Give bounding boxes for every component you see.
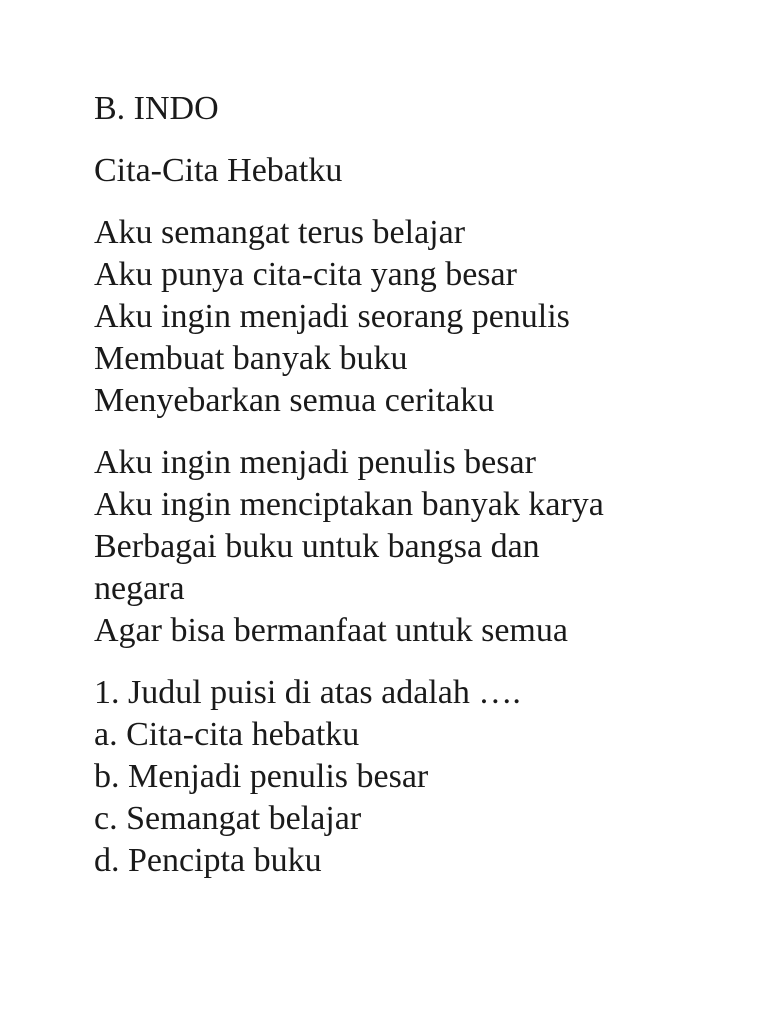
question-block bbox=[94, 672, 734, 882]
poem-line: Aku semangat terus belajar bbox=[94, 214, 466, 251]
poem-stanza-2 bbox=[94, 442, 734, 652]
poem-title: Cita-Cita Hebatku bbox=[94, 152, 343, 189]
poem-line: Menyebarkan semua ceritaku bbox=[94, 382, 495, 419]
poem-line: Aku punya cita-cita yang besar bbox=[94, 256, 517, 293]
answer-option-c: c. Semangat belajar bbox=[94, 800, 362, 837]
answer-option-a: a. Cita-cita hebatku bbox=[94, 716, 360, 753]
question-prompt: 1. Judul puisi di atas adalah …. bbox=[94, 674, 521, 711]
subject-heading: B. INDO bbox=[94, 90, 219, 127]
poem-line: negara bbox=[94, 570, 185, 607]
poem-line: Aku ingin menjadi seorang penulis bbox=[94, 298, 570, 335]
answer-option-b: b. Menjadi penulis besar bbox=[94, 758, 429, 795]
poem-line: Membuat banyak buku bbox=[94, 340, 408, 377]
answer-option-d: d. Pencipta buku bbox=[94, 842, 322, 879]
poem-line: Berbagai buku untuk bangsa dan bbox=[94, 528, 540, 565]
poem-stanza-1 bbox=[94, 212, 734, 422]
poem-line: Aku ingin menciptakan banyak karya bbox=[94, 486, 604, 523]
poem-line: Aku ingin menjadi penulis besar bbox=[94, 444, 536, 481]
poem-line: Agar bisa bermanfaat untuk semua bbox=[94, 612, 568, 649]
document-page bbox=[94, 88, 734, 882]
